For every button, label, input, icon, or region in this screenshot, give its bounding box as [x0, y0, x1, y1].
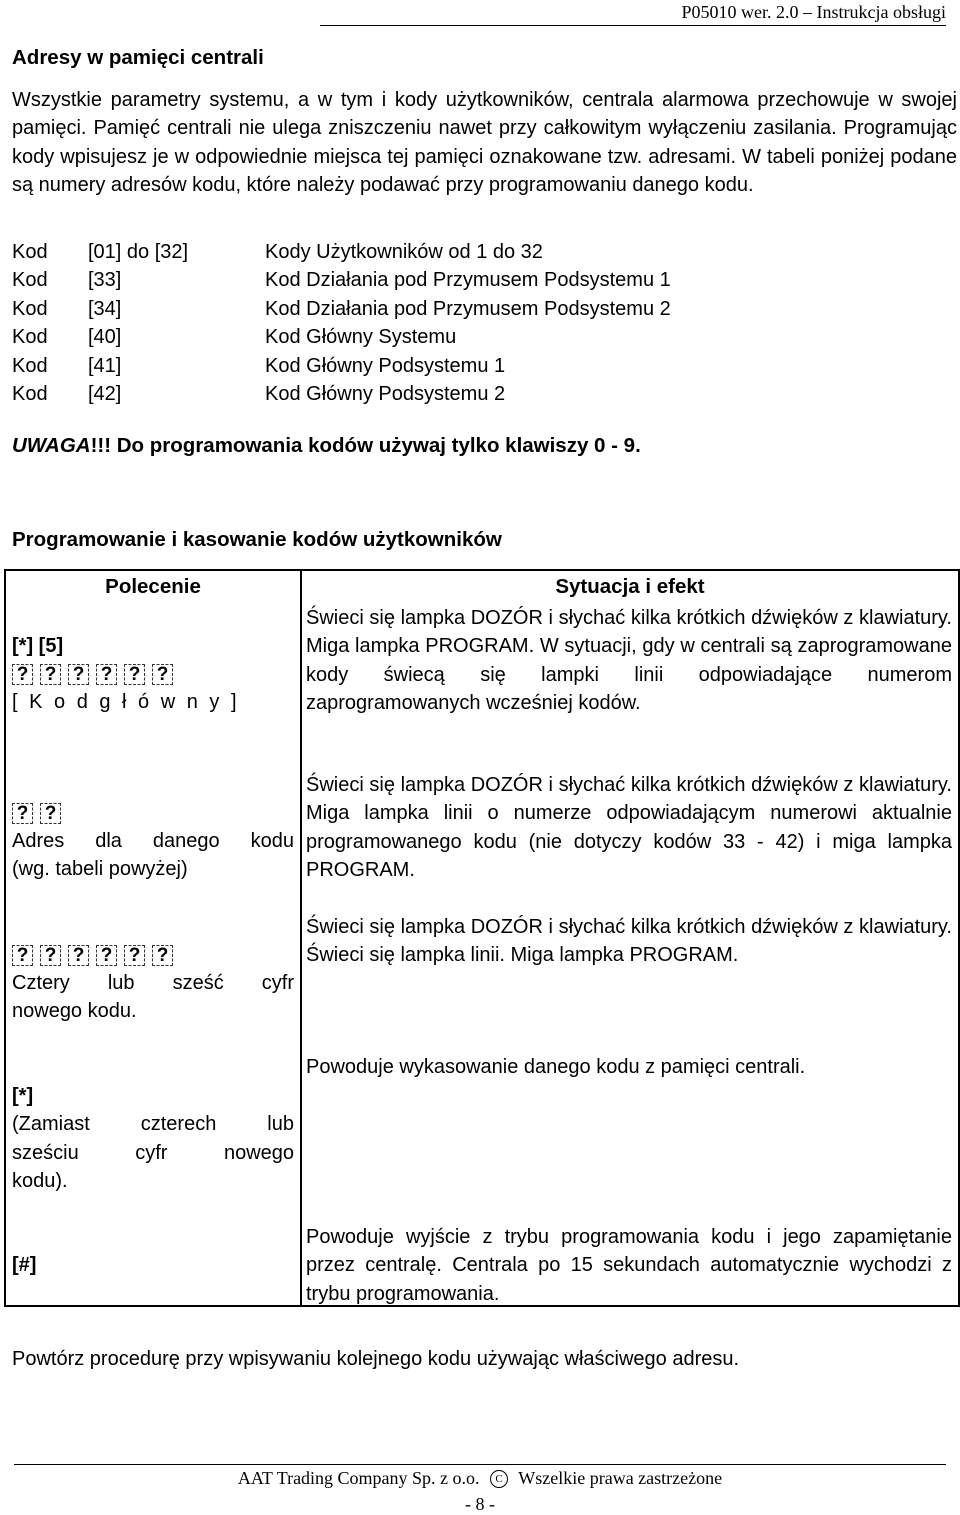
command-cell: [12, 941, 294, 1026]
command-cell: [12, 1082, 294, 1196]
programming-table: [4, 569, 960, 1307]
command-text: Adres dla danego kodu: [12, 830, 294, 852]
code-label: Kod: [12, 297, 48, 320]
code-digit-boxes: [12, 943, 294, 967]
footer: [0, 1468, 960, 1489]
command-cell: [12, 632, 294, 717]
code-address: [42]: [88, 383, 122, 406]
command-cell: [12, 1251, 294, 1279]
command-key: [#]: [12, 1254, 37, 1276]
digit-box: ?: [12, 803, 33, 824]
digit-box: ?: [40, 803, 61, 824]
command-key: [*] [5]: [12, 635, 64, 657]
code-description: Kod Działania pod Przymusem Podsystemu 2: [265, 297, 671, 320]
table-row: [12, 295, 671, 323]
code-description: Kod Działania pod Przymusem Podsystemu 1: [265, 269, 671, 292]
code-address: [33]: [88, 269, 122, 292]
table-row: [12, 266, 671, 294]
table-row: [12, 238, 671, 266]
code-label: Kod: [12, 326, 48, 349]
digit-box: ?: [152, 664, 173, 685]
code-description: Kod Główny Systemu: [265, 326, 457, 349]
code-description: Kod Główny Podsystemu 1: [265, 354, 506, 377]
table-row: [12, 380, 671, 408]
code-label: Kod: [12, 383, 48, 406]
effect-cell: Powoduje wykasowanie danego kodu z pamięci centrali.: [306, 1056, 806, 1078]
command-text: Cztery lub sześć cyfr: [12, 972, 294, 994]
digit-box: ?: [12, 664, 33, 685]
code-label: Kod: [12, 241, 48, 263]
footer-rule: [14, 1464, 946, 1465]
intro-paragraph: Wszystkie parametry systemu, a w tym i kody użytkowników, centrala alarmowa przechowuje w swojej pamięci. Pamięć centrali nie ulega zniszczeniu nawet przy całkowitym wyłączeniu zasilania. Programując kody wpisujesz je w odpowiednie miejsca tej pamięci oznakowane tzw. adresami. W tabeli poniżej podane są numery adresów kodu, które należy podawać przy programowaniu danego kodu.: [12, 89, 957, 197]
code-address: [01] do [32]: [88, 241, 189, 263]
code-label: Kod: [12, 354, 48, 377]
command-text: (wg. tabeli powyżej): [12, 858, 188, 881]
table-row: [12, 352, 671, 380]
column-header-effect: Sytuacja i efekt: [555, 575, 705, 598]
digit-box: ?: [40, 664, 61, 685]
column-divider: [300, 571, 302, 1305]
code-digit-boxes: [12, 801, 294, 825]
section-heading: Adresy w pamięci centrali: [12, 46, 264, 69]
digit-box: ?: [96, 945, 117, 966]
code-address-table: [12, 238, 671, 408]
code-label: Kod: [12, 269, 48, 292]
command-text: sześciu cyfr nowego: [12, 1141, 294, 1164]
code-description: Kod Główny Podsystemu 2: [265, 383, 506, 406]
table-row: [12, 323, 671, 351]
command-text: (Zamiast czterech lub: [12, 1113, 294, 1136]
footer-company: AAT Trading Company Sp. z o.o.: [237, 1468, 480, 1488]
digit-box: ?: [152, 945, 173, 966]
footer-rights: Wszelkie prawa zastrzeżone: [518, 1468, 723, 1488]
command-text: kodu).: [12, 1170, 68, 1193]
code-digit-boxes: [12, 662, 294, 686]
digit-box: ?: [124, 664, 145, 685]
code-address: [41]: [88, 354, 122, 377]
warning-note: [12, 434, 641, 458]
command-key: [*]: [12, 1085, 34, 1107]
code-address: [34]: [88, 297, 122, 320]
effect-cell: Świeci się lampka DOZÓR i słychać kilka krótkich dźwięków z klawiatury. Miga lampka linii o numerze odpowiadającym numerowi aktualnie programowanego kodu (nie dotyczy kodów 33 - 42) i miga lampka PROGRAM.: [306, 774, 952, 882]
warning-prefix: UWAGA: [12, 434, 91, 457]
effect-cell: Świeci się lampka DOZÓR i słychać kilka krótkich dźwięków z klawiatury. Miga lampka PROGRAM. W sytuacji, gdy w centrali są zaprogramowane kody świecą się lampki linii odpowiadające numerom zaprogramowanych wcześniej kodów.: [306, 607, 952, 715]
closing-paragraph: Powtórz procedurę przy wpisywaniu kolejnego kodu używając właściwego adresu.: [12, 1348, 740, 1370]
digit-box: ?: [12, 945, 33, 966]
running-header: P05010 wer. 2.0 – Instrukcja obsługi: [320, 2, 946, 26]
warning-text: !!! Do programowania kodów używaj tylko klawiszy 0 - 9.: [90, 434, 641, 457]
digit-box: ?: [68, 945, 89, 966]
section-title: Programowanie i kasowanie kodów użytkowników: [12, 528, 502, 551]
digit-box: ?: [68, 664, 89, 685]
command-text: [ K o d g ł ó w n y ]: [12, 691, 240, 714]
code-description: Kody Użytkowników od 1 do 32: [265, 241, 543, 263]
code-address: [40]: [88, 326, 122, 349]
digit-box: ?: [124, 945, 145, 966]
digit-box: ?: [40, 945, 61, 966]
column-header-command: Polecenie: [105, 575, 201, 598]
command-text: nowego kodu.: [12, 1000, 137, 1023]
digit-box: ?: [96, 664, 117, 685]
command-cell: [12, 799, 294, 884]
page-number: - 8 -: [465, 1494, 495, 1514]
copyright-icon: C: [490, 1470, 508, 1488]
effect-cell: Powoduje wyjście z trybu programowania kodu i jego zapamiętanie przez centralę. Centrala po 15 sekundach automatycznie wychodzi z trybu programowania.: [306, 1226, 952, 1305]
effect-cell: Świeci się lampka DOZÓR i słychać kilka krótkich dźwięków z klawiatury. Świeci się lampka linii. Miga lampka PROGRAM.: [306, 916, 952, 967]
